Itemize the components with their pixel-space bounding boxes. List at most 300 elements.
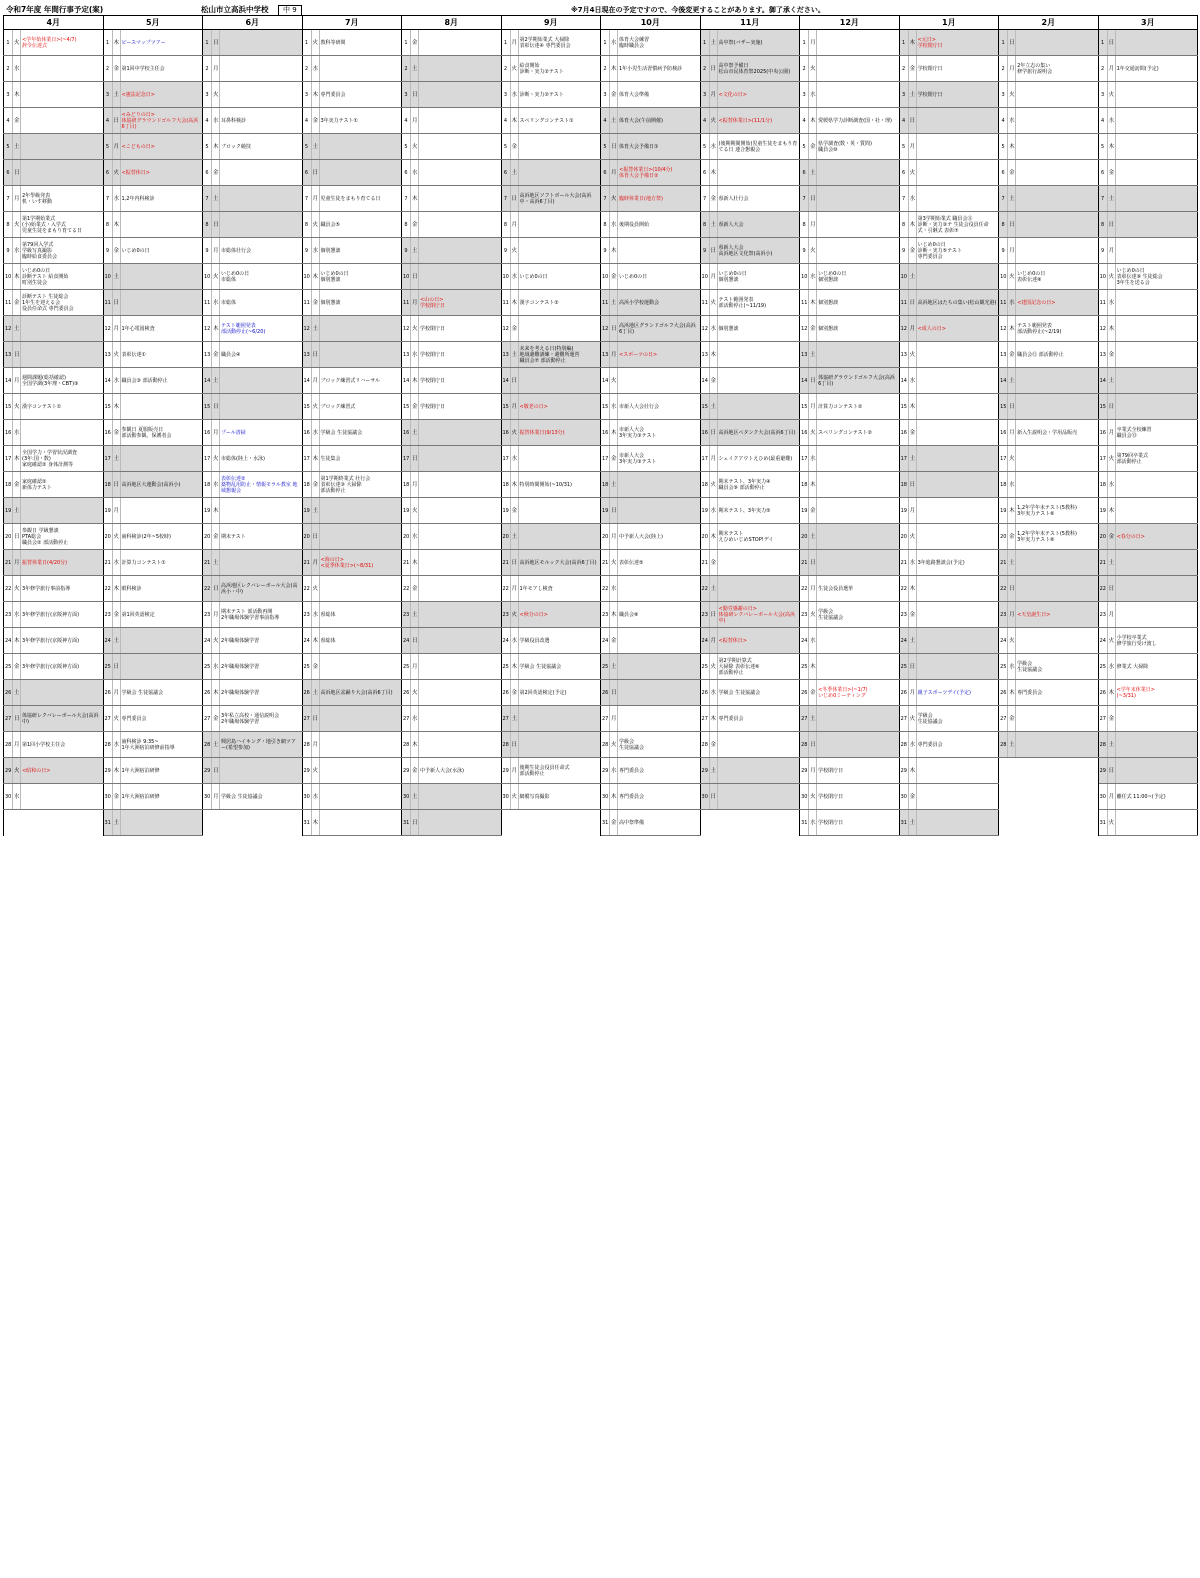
day-number: 13 [1098, 342, 1107, 368]
day-number: 11 [700, 290, 709, 316]
event-cell: <こどもの日> [120, 134, 203, 160]
weekday: 土 [610, 654, 618, 680]
weekday: 火 [212, 628, 220, 654]
weekday: 月 [212, 238, 220, 264]
weekday: 日 [510, 368, 518, 394]
day-number: 12 [203, 316, 212, 342]
weekday: 木 [112, 394, 120, 420]
weekday: 水 [1107, 472, 1115, 498]
day-number: 8 [103, 212, 112, 238]
event-cell [319, 654, 402, 680]
weekday: 火 [709, 108, 717, 134]
day-number: 27 [302, 706, 311, 732]
day-number: 29 [203, 758, 212, 784]
weekday: 金 [809, 316, 817, 342]
day-number: 12 [700, 316, 709, 342]
event-cell: <昭和の日> [21, 758, 104, 784]
day-number: 28 [4, 732, 13, 758]
event-cell [319, 784, 402, 810]
day-number: 14 [203, 368, 212, 394]
day-number: 28 [601, 732, 610, 758]
weekday: 金 [709, 186, 717, 212]
weekday: 金 [212, 342, 220, 368]
weekday: 土 [709, 576, 717, 602]
day-number: 21 [4, 550, 13, 576]
event-cell [120, 290, 203, 316]
weekday: 日 [510, 186, 518, 212]
weekday: 金 [13, 472, 21, 498]
weekday: 月 [212, 602, 220, 628]
day-number: 26 [700, 680, 709, 706]
day-number: 22 [4, 576, 13, 602]
weekday: 月 [311, 368, 319, 394]
event-cell: 学級会 生徒協議会 [916, 706, 999, 732]
event-cell: 個別懇談 [817, 290, 900, 316]
event-cell [618, 706, 701, 732]
weekday: 水 [212, 472, 220, 498]
event-cell [21, 498, 104, 524]
day-row [4, 264, 1198, 290]
day-number: 8 [302, 212, 311, 238]
weekday: 木 [112, 576, 120, 602]
day-row [4, 30, 1198, 56]
weekday: 土 [809, 342, 817, 368]
event-cell: 高中祭予備日 松山市民体育祭2025(中央公園) [717, 56, 800, 82]
weekday: 土 [1107, 368, 1115, 394]
day-number: 30 [501, 784, 510, 810]
day-number: 27 [700, 706, 709, 732]
weekday: 金 [908, 784, 916, 810]
weekday: 木 [908, 30, 916, 56]
day-number: 15 [203, 394, 212, 420]
weekday: 土 [1008, 550, 1016, 576]
event-cell [21, 82, 104, 108]
day-number: 4 [203, 108, 212, 134]
blank-cell [4, 810, 104, 836]
weekday: 水 [908, 550, 916, 576]
day-number: 13 [203, 342, 212, 368]
day-number: 17 [402, 446, 411, 472]
event-cell [618, 628, 701, 654]
day-number: 3 [302, 82, 311, 108]
day-number: 9 [4, 238, 13, 264]
day-number: 2 [601, 56, 610, 82]
day-number: 10 [4, 264, 13, 290]
day-number: 30 [203, 784, 212, 810]
day-number: 4 [800, 108, 809, 134]
weekday: 日 [212, 576, 220, 602]
weekday: 土 [510, 342, 518, 368]
day-number: 20 [103, 524, 112, 550]
event-cell: 学校閉庁日 [817, 758, 900, 784]
annual-calendar [3, 15, 1197, 826]
weekday: 土 [112, 628, 120, 654]
weekday: 日 [112, 290, 120, 316]
event-cell: 学級会 生徒協議会 [220, 784, 303, 810]
day-number: 30 [103, 784, 112, 810]
event-cell [916, 576, 999, 602]
day-row [4, 212, 1198, 238]
event-cell [717, 394, 800, 420]
day-number: 5 [501, 134, 510, 160]
day-number: 14 [103, 368, 112, 394]
weekday: 木 [610, 238, 618, 264]
event-cell: 高浜地区ソフトボール大会(高浜中・高浜6丁目) [518, 186, 601, 212]
weekday: 水 [13, 420, 21, 446]
event-cell: 学校閉庁日 [419, 316, 502, 342]
event-cell: <学年始休業日>(~4/7) 辞令伝達式 [21, 30, 104, 56]
weekday: 火 [1107, 810, 1115, 836]
weekday: 日 [709, 602, 717, 628]
event-cell [419, 56, 502, 82]
event-cell: いじめ0の日 表彰伝達⑧ [1016, 264, 1099, 290]
event-cell: 市新人大会 3年実力③テスト [618, 420, 701, 446]
weekday: 水 [311, 56, 319, 82]
event-cell [916, 342, 999, 368]
event-cell: 期末テスト、3年実力④ 職員会⑨ 部活動停止 [717, 472, 800, 498]
day-number: 9 [203, 238, 212, 264]
weekday: 木 [1008, 316, 1016, 342]
weekday: 月 [908, 498, 916, 524]
weekday: 金 [112, 238, 120, 264]
weekday: 金 [212, 160, 220, 186]
day-number: 24 [999, 628, 1008, 654]
day-number: 27 [402, 706, 411, 732]
day-number: 6 [899, 160, 908, 186]
day-number: 26 [899, 680, 908, 706]
weekday: 土 [411, 420, 419, 446]
event-cell [817, 524, 900, 550]
event-cell [1115, 134, 1198, 160]
event-cell: 県新人大会 高浜地区文化祭(高浜小) [717, 238, 800, 264]
event-cell [916, 602, 999, 628]
weekday: 木 [13, 82, 21, 108]
weekday: 月 [112, 680, 120, 706]
day-number: 13 [402, 342, 411, 368]
day-number: 20 [899, 524, 908, 550]
blank-cell-slashes [3, 836, 1197, 1578]
weekday: 日 [1008, 212, 1016, 238]
event-cell [419, 238, 502, 264]
day-number: 23 [999, 602, 1008, 628]
day-number: 8 [700, 212, 709, 238]
weekday: 火 [112, 524, 120, 550]
weekday: 月 [311, 732, 319, 758]
day-number: 11 [501, 290, 510, 316]
day-number: 16 [1098, 420, 1107, 446]
weekday: 金 [908, 420, 916, 446]
event-cell [1115, 602, 1198, 628]
event-cell [518, 368, 601, 394]
weekday: 日 [311, 524, 319, 550]
weekday: 水 [112, 186, 120, 212]
weekday: 月 [809, 212, 817, 238]
weekday: 金 [1008, 160, 1016, 186]
weekday: 金 [411, 394, 419, 420]
weekday: 日 [212, 212, 220, 238]
day-number: 30 [402, 784, 411, 810]
day-number: 1 [800, 30, 809, 56]
day-number: 31 [302, 810, 311, 836]
day-number: 28 [203, 732, 212, 758]
weekday: 月 [510, 394, 518, 420]
weekday: 火 [610, 186, 618, 212]
day-number: 6 [302, 160, 311, 186]
event-cell [916, 498, 999, 524]
event-cell: 全国学力・学習状況調査 (3年:国・数) 家庭確認② 身体計測等 [21, 446, 104, 472]
event-cell: 3年修学旅行(京阪神方面) [21, 602, 104, 628]
day-number: 18 [999, 472, 1008, 498]
weekday: 木 [908, 394, 916, 420]
event-cell [21, 108, 104, 134]
event-cell [518, 134, 601, 160]
day-number: 9 [1098, 238, 1107, 264]
weekday: 水 [411, 342, 419, 368]
day-number: 15 [1098, 394, 1107, 420]
event-cell [419, 264, 502, 290]
weekday: 水 [13, 238, 21, 264]
event-cell [419, 628, 502, 654]
day-number: 5 [601, 134, 610, 160]
event-cell [518, 238, 601, 264]
day-number: 11 [103, 290, 112, 316]
weekday: 金 [1008, 342, 1016, 368]
day-number: 2 [203, 56, 212, 82]
event-cell: 参観日 夏服販売日 部活動参観、保護者会 [120, 420, 203, 446]
weekday: 土 [510, 706, 518, 732]
weekday: 土 [212, 186, 220, 212]
weekday: 日 [212, 30, 220, 56]
day-number: 23 [103, 602, 112, 628]
day-row [4, 160, 1198, 186]
weekday: 日 [908, 290, 916, 316]
day-number: 21 [203, 550, 212, 576]
weekday: 木 [1107, 680, 1115, 706]
event-cell: 歯科検診(2年~5校時) [120, 524, 203, 550]
weekday: 土 [908, 264, 916, 290]
event-cell: 中予新人大会(水泳) [419, 758, 502, 784]
weekday: 月 [1107, 420, 1115, 446]
weekday: 月 [610, 524, 618, 550]
day-number: 28 [501, 732, 510, 758]
weekday: 火 [809, 420, 817, 446]
weekday: 月 [112, 498, 120, 524]
event-cell [518, 732, 601, 758]
day-number: 21 [501, 550, 510, 576]
weekday: 木 [908, 758, 916, 784]
event-cell: 高浜地区モルック大会(高浜6丁目) [518, 550, 601, 576]
event-cell: 表彰伝達⑤ [618, 550, 701, 576]
weekday: 水 [1107, 290, 1115, 316]
weekday: 土 [809, 160, 817, 186]
event-cell: 中予新人大会(陸上) [618, 524, 701, 550]
day-number: 3 [700, 82, 709, 108]
day-number: 29 [402, 758, 411, 784]
day-number: 14 [402, 368, 411, 394]
event-cell [916, 628, 999, 654]
weekday: 水 [411, 706, 419, 732]
weekday: 金 [311, 290, 319, 316]
weekday: 木 [112, 30, 120, 56]
event-cell: 学校閉庁日 [419, 342, 502, 368]
event-cell: スペリングコンテスト② [817, 420, 900, 446]
weekday: 木 [411, 368, 419, 394]
weekday: 火 [112, 706, 120, 732]
day-number: 25 [700, 654, 709, 680]
day-number: 15 [700, 394, 709, 420]
event-cell [319, 56, 402, 82]
day-number: 15 [4, 394, 13, 420]
day-row [4, 394, 1198, 420]
event-cell [419, 732, 502, 758]
weekday: 土 [212, 550, 220, 576]
weekday: 金 [610, 264, 618, 290]
weekday: 火 [510, 56, 518, 82]
event-cell [1115, 576, 1198, 602]
day-number: 25 [800, 654, 809, 680]
event-cell [419, 472, 502, 498]
day-number: 29 [302, 758, 311, 784]
weekday: 木 [112, 758, 120, 784]
day-number: 28 [402, 732, 411, 758]
event-cell: 個別懇談 [319, 238, 402, 264]
weekday: 日 [709, 238, 717, 264]
day-number: 17 [800, 446, 809, 472]
weekday: 日 [411, 446, 419, 472]
weekday: 月 [709, 446, 717, 472]
blank-cell [501, 810, 601, 836]
day-row [4, 706, 1198, 732]
weekday: 火 [212, 264, 220, 290]
month-header: 5月 [103, 16, 203, 30]
day-number: 5 [402, 134, 411, 160]
event-cell: 第1学期終業式 壮行会 表彰伝達③ 大掃除 部活動停止 [319, 472, 402, 498]
weekday: 土 [311, 498, 319, 524]
month-header: 4月 [4, 16, 104, 30]
day-number: 22 [302, 576, 311, 602]
weekday: 日 [610, 134, 618, 160]
document-title: 令和7年度 年間行事予定(案) [6, 5, 104, 14]
day-number: 12 [302, 316, 311, 342]
weekday: 水 [1008, 472, 1016, 498]
weekday: 木 [709, 706, 717, 732]
day-row [4, 82, 1198, 108]
day-number: 3 [601, 82, 610, 108]
weekday: 日 [908, 108, 916, 134]
day-number: 16 [501, 420, 510, 446]
weekday: 土 [1008, 186, 1016, 212]
weekday: 木 [1107, 134, 1115, 160]
day-number: 26 [999, 680, 1008, 706]
event-cell [817, 30, 900, 56]
event-cell [1016, 394, 1099, 420]
event-cell [120, 212, 203, 238]
event-cell [1016, 82, 1099, 108]
day-row [4, 238, 1198, 264]
event-cell: <成人の日> [916, 316, 999, 342]
weekday: 木 [1107, 316, 1115, 342]
weekday: 水 [1008, 654, 1016, 680]
weekday: 火 [311, 758, 319, 784]
day-number: 12 [402, 316, 411, 342]
day-number: 24 [601, 628, 610, 654]
weekday: 火 [1008, 628, 1016, 654]
day-row [4, 342, 1198, 368]
day-number: 15 [402, 394, 411, 420]
day-row [4, 758, 1198, 784]
event-cell: 小学校卒業式 修学旅行受け渡し [1115, 628, 1198, 654]
day-number: 13 [899, 342, 908, 368]
day-number: 28 [999, 732, 1008, 758]
event-cell: 1,2年内科検診 [120, 186, 203, 212]
event-cell [419, 134, 502, 160]
event-cell: 修業式 大掃除 [1115, 654, 1198, 680]
day-number: 10 [999, 264, 1008, 290]
event-cell: 特別時間開始(~10/31) [518, 472, 601, 498]
weekday: 木 [212, 680, 220, 706]
event-cell [319, 576, 402, 602]
event-cell: 高浜地区盆踊り大会(高浜6丁目) [319, 680, 402, 706]
weekday: 月 [709, 628, 717, 654]
day-number: 11 [899, 290, 908, 316]
weekday: 月 [1107, 56, 1115, 82]
weekday: 火 [311, 576, 319, 602]
event-cell: いじめ0の日 市総体 [220, 264, 303, 290]
event-cell: 計算力コンテスト① [120, 550, 203, 576]
weekday: 金 [610, 446, 618, 472]
event-cell [220, 30, 303, 56]
weekday: 火 [510, 420, 518, 446]
day-number: 9 [103, 238, 112, 264]
event-cell: 体育大会予備日① [618, 134, 701, 160]
day-number: 4 [601, 108, 610, 134]
event-cell: スペリングコンテスト① [518, 108, 601, 134]
day-number: 20 [700, 524, 709, 550]
event-cell [1115, 498, 1198, 524]
weekday: 木 [311, 628, 319, 654]
day-number: 19 [402, 498, 411, 524]
day-number: 14 [999, 368, 1008, 394]
day-number: 20 [402, 524, 411, 550]
event-cell: <学年末休業日> (~3/31) [1115, 680, 1198, 706]
event-cell: 県学調査(数・英・質問) 職員会⑩ [817, 134, 900, 160]
event-cell [817, 472, 900, 498]
weekday: 火 [13, 394, 21, 420]
weekday: 水 [610, 30, 618, 56]
day-number: 22 [999, 576, 1008, 602]
day-number: 10 [1098, 264, 1107, 290]
day-number: 21 [999, 550, 1008, 576]
day-number: 1 [4, 30, 13, 56]
weekday: 木 [610, 56, 618, 82]
event-cell: 振替休業日(4/20分) [21, 550, 104, 576]
event-cell [220, 212, 303, 238]
day-number: 11 [1098, 290, 1107, 316]
weekday: 火 [411, 680, 419, 706]
day-number: 25 [103, 654, 112, 680]
weekday: 日 [311, 342, 319, 368]
weekday: 水 [908, 732, 916, 758]
event-cell: 臨時休業日(地方祭) [618, 186, 701, 212]
event-cell: 家庭確認② 新体力テスト [21, 472, 104, 498]
weekday: 月 [908, 134, 916, 160]
weekday: 日 [809, 550, 817, 576]
day-number: 6 [800, 160, 809, 186]
day-number: 17 [899, 446, 908, 472]
weekday: 火 [411, 498, 419, 524]
event-cell: 計算力コンテスト② [817, 394, 900, 420]
event-cell: 専門委員会 [618, 784, 701, 810]
